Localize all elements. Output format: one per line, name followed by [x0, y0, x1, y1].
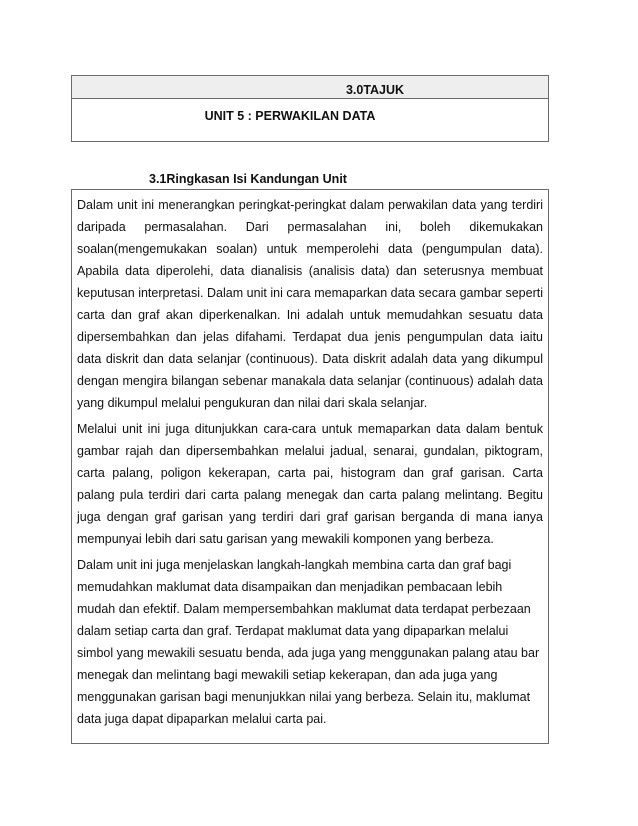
tajuk-heading: 3.0TAJUK [72, 76, 548, 99]
summary-paragraph-3: Dalam unit ini juga menjelaskan langkah-langkah membina carta dan graf bagi memudahkan maklumat data disampaikan dan menjadikan pembacaan lebih mudah dan efektif. Dalam mempersembahkan maklumat data terdapat perbezaan dalam setiap carta dan graf. Terdapat maklumat data yang dipaparkan melalui simbol yang mewakili sesuatu benda, ada juga yang menggunakan palang atau bar menegak dan melintang bagi mewakili setiap kekerapan, dan ada juga yang menggunakan garisan bagi menunjukkan nilai yang berbeza. Selain itu, maklumat data juga dapat dipaparkan melalui carta pai. [77, 558, 540, 726]
summary-paragraph-2: Melalui unit ini juga ditunjukkan cara-cara untuk memaparkan data dalam bentuk gambar rajah dan dipersembahkan melalui jadual, senarai, gundalan, piktogram, carta palang, poligon kekerapan, carta pai, histogram dan graf garisan. Carta palang pula terdiri dari carta palang menegak dan carta palang melintang. Begitu juga dengan graf garisan yang terdiri dari graf garisan berganda di mana ianya mempunyai lebih dari satu garisan yang mewakili komponen yang berbeza. [77, 422, 543, 546]
section-heading: 3.1Ringkasan Isi Kandungan Unit [149, 172, 347, 186]
title-table [71, 75, 549, 142]
summary-content-box [71, 189, 549, 744]
summary-paragraph-1: Dalam unit ini menerangkan peringkat-peringkat dalam perwakilan data yang terdiri daripada permasalahan. Dari permasalahan ini, boleh dikemukakan soalan(mengemukakan soalan) untuk memperolehi data (pengumpulan data). Apabila data diperolehi, data dianalisis (analisis data) dan seterusnya membuat keputusan interpretasi. Dalam unit ini cara memaparkan data secara gambar seperti carta dan graf akan diperkenalkan. Ini adalah untuk memudahkan sesuatu data dipersembahkan dan jelas difahami. Terdapat dua jenis pengumpulan data iaitu data diskrit dan data selanjar (continuous). Data diskrit adalah data yang dikumpul dengan mengira bilangan sebenar manakala data selanjar (continuous) adalah data yang dikumpul melalui pengukuran dan nilai dari skala selanjar. [77, 198, 543, 410]
unit-title: UNIT 5 : PERWAKILAN DATA [204, 109, 376, 123]
